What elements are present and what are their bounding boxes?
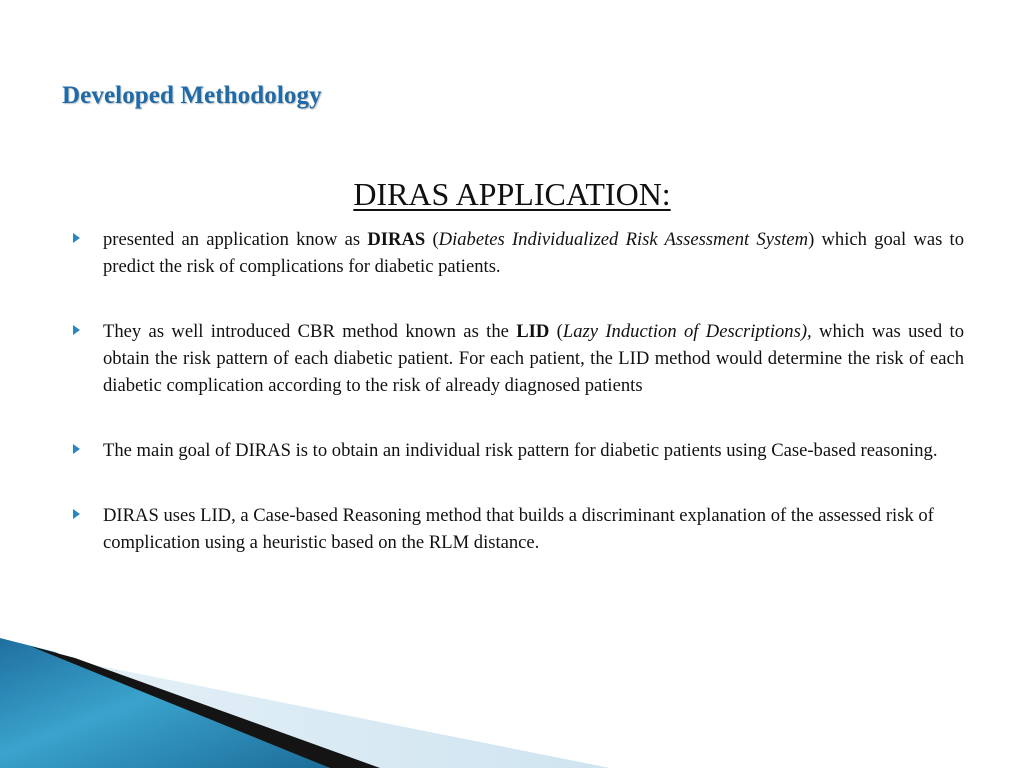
bullet-item: [72, 437, 964, 464]
bullet-item: [72, 318, 964, 399]
bullet-item: [72, 502, 964, 556]
bullet-item: [72, 226, 964, 280]
slide-title: Developed Methodology: [62, 82, 322, 109]
bullet-arrow-icon: [73, 233, 80, 243]
bullet-text: presented an application know as: [103, 229, 368, 250]
bullet-bold: DIRAS: [367, 229, 426, 250]
bullet-arrow-icon: [73, 509, 80, 519]
bullet-text: The main goal of DIRAS is to obtain an individual risk pattern for diabetic patients using Case-based reasoning.: [103, 440, 938, 461]
bullet-arrow-icon: [73, 325, 80, 335]
bullet-list: [72, 226, 964, 594]
slide-subtitle: DIRAS APPLICATION:: [353, 176, 671, 212]
bullet-text: DIRAS uses LID, a Case-based Reasoning method that builds a discriminant explanation of the assessed risk of complication using a heuristic based on the RLM distance.: [103, 505, 934, 553]
bullet-italic: Diabetes Individualized Risk Assessment System: [438, 229, 809, 250]
bullet-italic: Lazy Induction of Descriptions),: [562, 321, 812, 342]
bullet-arrow-icon: [73, 444, 80, 454]
decorative-wave-graphic: [0, 638, 1024, 768]
bullet-text: which was used to obtain the risk pattern of each diabetic patient. For each patient, the LID method would determine the risk of each diabetic complication according to the risk of already diagnosed patients: [103, 321, 965, 396]
bullet-text: ) which goal was to predict the risk of complications for diabetic patients.: [103, 229, 965, 277]
bullet-text: (: [549, 321, 563, 342]
bullet-text: (: [425, 229, 439, 250]
bullet-bold: LID: [516, 321, 550, 342]
bullet-text: They as well introduced CBR method known as the: [103, 321, 517, 342]
